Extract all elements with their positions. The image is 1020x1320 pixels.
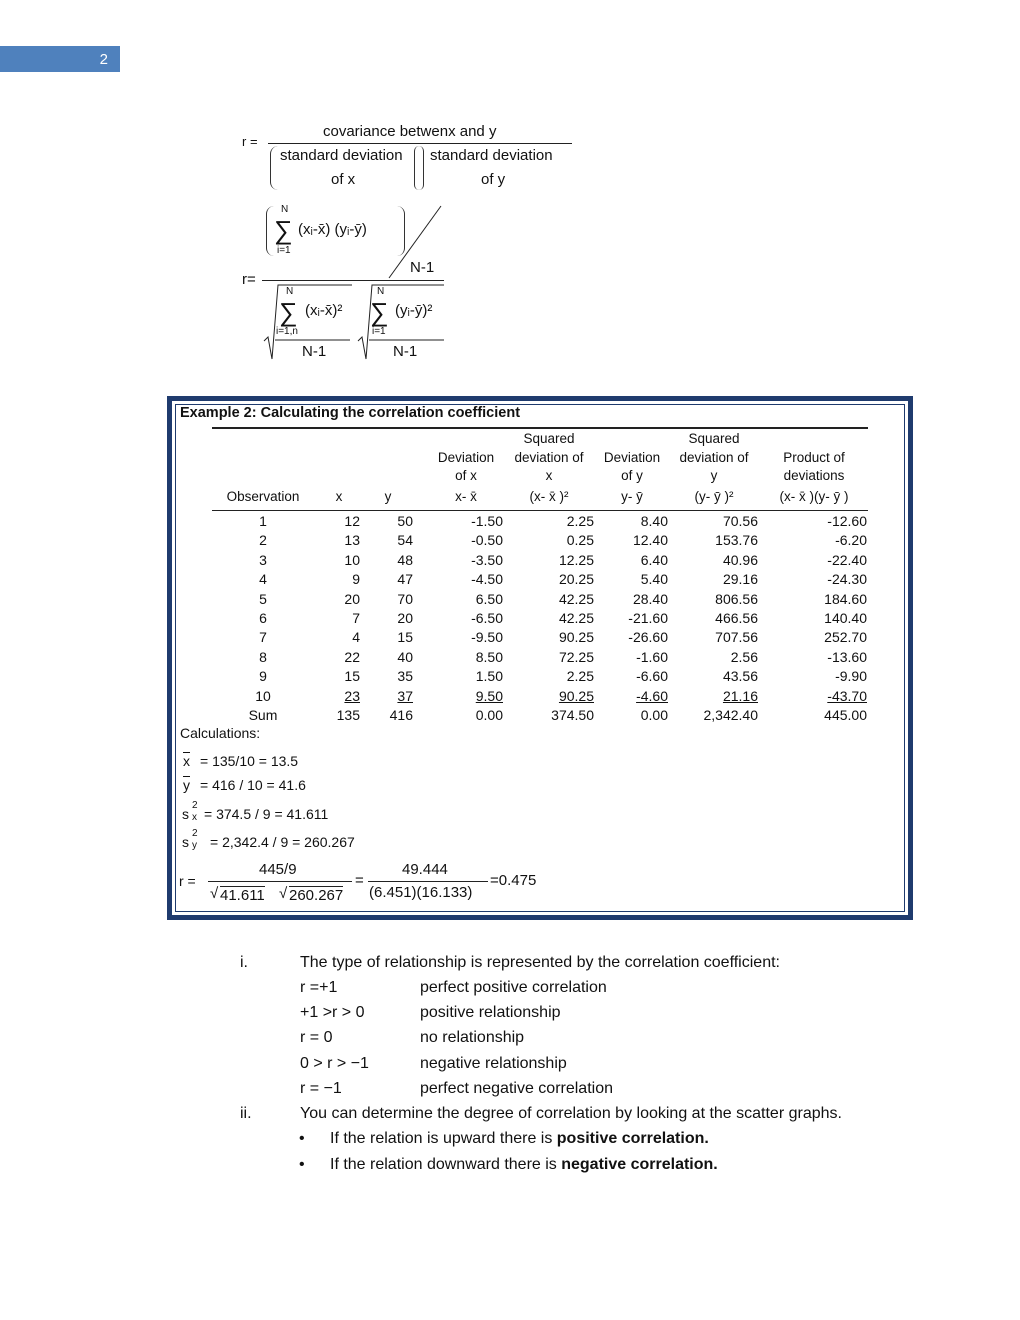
r-result: =0.475 (490, 872, 537, 889)
table-cell: -22.40 (827, 551, 867, 568)
superscript: 2 (192, 800, 198, 811)
bullet-text (330, 1155, 718, 1174)
table-cell: 20 (397, 610, 413, 626)
table-cell: 40 (397, 648, 413, 665)
list-marker: i. (240, 954, 248, 971)
table-header-cell: y- ȳ (621, 488, 643, 504)
table-cell: 5.40 (640, 571, 668, 588)
r-denominator-a: 41.611 (220, 887, 265, 904)
table-cell: 6.40 (640, 551, 668, 568)
table-cell: -9.50 (471, 629, 503, 646)
table-cell: 90.25 (558, 687, 594, 704)
table-cell: 48 (397, 551, 413, 568)
condition: r = 0 (300, 1029, 333, 1047)
xbar-calc: = 135/10 = 13.5 (200, 753, 299, 769)
superscript: 2 (192, 828, 198, 839)
sd-y-line1: standard deviation (430, 147, 553, 164)
bullet-text-pre: If the relation downward there is (330, 1156, 562, 1173)
table-cell: 54 (397, 532, 413, 549)
table-cell: 20 (344, 590, 360, 607)
sum-lower: i=1 (277, 245, 291, 256)
bullet-text-bold: negative correlation (561, 1156, 714, 1173)
table-cell: 42.25 (558, 610, 594, 626)
table-cell: 35 (397, 668, 413, 685)
table-header-cell: x (545, 468, 553, 483)
bullet-text-pre: If the relation is upward there is (330, 1130, 557, 1147)
page-number: 2 (0, 46, 120, 72)
sd-y-line2: of y (481, 171, 506, 188)
table-header-cell: x- x̄ (455, 488, 477, 504)
denominator-y: (yᵢ-ȳ)² (395, 302, 433, 319)
table-cell: 252.70 (824, 629, 867, 646)
bullet-text-post: . (704, 1130, 709, 1147)
table-cell: 8 (259, 648, 267, 665)
table-cell: 15 (344, 668, 360, 685)
table-cell: 12.40 (632, 532, 668, 549)
list-text: You can determine the degree of correlation by looking at the scatter graphs. (300, 1105, 842, 1122)
table-header-cell: (y- ȳ )² (694, 488, 734, 504)
sum-upper: N (377, 286, 385, 297)
table-header-cell: Observation (226, 488, 300, 504)
fraction-bar (368, 881, 488, 882)
table-cell: 3 (259, 551, 267, 568)
table-cell: -4.50 (471, 571, 503, 588)
r-lhs: r = (179, 873, 196, 889)
sigma-icon: ∑ (274, 215, 293, 245)
fraction-bar (262, 280, 444, 281)
table-cell: 0.25 (566, 532, 594, 549)
table-cell: 416 (389, 707, 413, 723)
table-cell: 2 (259, 532, 267, 549)
table-cell: 6 (259, 610, 267, 626)
table-header-cell: of y (621, 468, 643, 483)
example-title: Example 2: Calculating the correlation coefficient (180, 405, 521, 421)
table-cell: 2.25 (566, 668, 594, 685)
sx-symbol: s (182, 806, 189, 822)
denominator-x: (xᵢ-x̄)² (305, 302, 343, 319)
sqrt-icon: √ (279, 885, 288, 902)
condition: r = −1 (300, 1079, 342, 1097)
paren (270, 146, 279, 190)
table-header-cell: y (384, 488, 392, 504)
table-cell: 445.00 (824, 707, 867, 723)
r-numerator-2: 49.444 (402, 861, 448, 878)
table-cell: 466.56 (715, 610, 758, 626)
table-cell: -0.50 (471, 532, 503, 549)
table-cell: 9 (352, 571, 360, 588)
sum-upper: N (286, 286, 294, 297)
table-cell: 90.25 (558, 629, 594, 646)
table-cell: 1.50 (475, 668, 503, 685)
ybar-calc: = 416 / 10 = 41.6 (200, 777, 306, 793)
sy-calc: = 2,342.4 / 9 = 260.267 (210, 834, 355, 850)
formula-lhs: r = (242, 134, 258, 149)
table-cell: 20.25 (558, 571, 594, 588)
table-header-cell: Deviation (437, 449, 495, 465)
table-cell: -1.60 (636, 648, 668, 665)
table-cell: 12 (344, 513, 360, 529)
table-cell: -21.60 (628, 610, 668, 626)
equals: = (355, 872, 364, 889)
table-cell: 2.25 (566, 513, 594, 529)
table-cell: -1.50 (471, 513, 503, 529)
table-cell: 140.40 (824, 610, 867, 626)
paren (414, 146, 424, 190)
table-cell: -6.60 (636, 668, 668, 685)
table-cell: 9 (259, 668, 267, 685)
table-cell: 5 (259, 590, 267, 607)
sum-lower: i=1,n (276, 326, 298, 337)
table-header-cell: deviation of (679, 449, 749, 465)
meaning: positive relationship (420, 1004, 561, 1022)
table-cell: -26.60 (628, 629, 668, 646)
formula-numerator: covariance betwenx and y (323, 123, 497, 140)
table-cell: 9.50 (475, 687, 503, 704)
r-denominator-2: (6.451)(16.133) (369, 884, 473, 901)
subscript: y (192, 840, 197, 851)
bullet-icon: • (299, 1156, 305, 1173)
table-cell: 2.56 (730, 648, 758, 665)
table-cell: 6.50 (475, 590, 503, 607)
table-cell: 806.56 (715, 590, 758, 607)
sigma-icon: ∑ (279, 297, 298, 327)
r-denominator-b: 260.267 (289, 887, 344, 904)
table-header-rule (212, 510, 868, 511)
table-cell: 707.56 (715, 629, 758, 646)
meaning: perfect negative correlation (420, 1079, 613, 1097)
table-cell: 70 (397, 590, 413, 607)
table-cell: 7 (259, 629, 267, 646)
table-header-cell: (x- x̄ )(y- ȳ ) (779, 488, 849, 504)
n-minus-1: N-1 (410, 259, 435, 276)
bullet-text-post: . (713, 1156, 718, 1173)
table-header-cell: y (710, 468, 718, 483)
subscript: x (192, 812, 197, 823)
table-cell: -4.60 (636, 687, 668, 704)
meaning: no relationship (420, 1029, 525, 1047)
table-header-cell: Deviation (603, 449, 661, 465)
table-cell: 4 (352, 629, 360, 646)
table-header-cell: Squared (688, 431, 740, 446)
n-minus-1: N-1 (393, 343, 418, 360)
calculations-label: Calculations: (180, 725, 261, 741)
table-cell: 184.60 (824, 590, 867, 607)
fraction-bar (268, 143, 572, 144)
sd-x-line2: of x (331, 171, 356, 188)
numerator-term: (xᵢ-x̄) (yᵢ-ȳ) (298, 221, 367, 238)
table-cell: 28.40 (632, 590, 668, 607)
table-header-cell: deviation of (514, 449, 584, 465)
table-cell: 43.56 (722, 668, 758, 685)
table-header-cell: Squared (523, 431, 575, 446)
table-cell: 13 (344, 532, 360, 549)
table-cell: 29.16 (722, 571, 758, 588)
table-cell: 0.00 (640, 707, 668, 723)
table-cell: -6.50 (471, 610, 503, 626)
table-cell: 1 (259, 513, 267, 529)
bullet-icon: • (299, 1130, 305, 1147)
table-cell: 72.25 (558, 648, 594, 665)
table-cell: 4 (259, 571, 267, 588)
table-cell: 50 (397, 513, 413, 529)
table-cell: 10 (344, 551, 360, 568)
r-numerator: 445/9 (259, 861, 297, 878)
table-cell: -6.20 (835, 532, 867, 549)
table-cell: -13.60 (827, 648, 867, 665)
table-header-cell: x (335, 488, 343, 504)
bullet-text (330, 1129, 709, 1148)
sqrt-icon: √ (210, 885, 219, 902)
table-cell: 8.50 (475, 648, 503, 665)
xbar-symbol: $\overline{x}$ (183, 753, 190, 769)
sx-calc: = 374.5 / 9 = 41.611 (204, 806, 329, 822)
table-cell: 42.25 (558, 590, 594, 607)
table-top-rule (212, 427, 868, 429)
table-cell: 15 (397, 629, 413, 646)
n-minus-1: N-1 (302, 343, 327, 360)
table-cell: 70.56 (722, 513, 758, 529)
formula-lhs: r= (242, 271, 256, 288)
sum-upper: N (281, 204, 289, 215)
list-marker: ii. (240, 1105, 252, 1122)
condition: 0 > r > −1 (300, 1054, 369, 1072)
table-cell: 37 (397, 687, 413, 704)
table-cell: 7 (352, 610, 360, 626)
table-cell: 153.76 (715, 532, 758, 549)
table-cell: 2,342.40 (703, 707, 758, 723)
list-text: The type of relationship is represented by the correlation coefficient: (300, 954, 780, 971)
table-header-cell: of x (455, 468, 477, 483)
bullet-text-bold: positive correlation (556, 1130, 705, 1147)
table-cell: 23 (344, 687, 360, 704)
table-cell: -43.70 (827, 687, 867, 704)
table-cell: 10 (255, 687, 271, 704)
fraction-bar (208, 881, 352, 882)
condition: +1 >r > 0 (300, 1004, 365, 1022)
table-cell: 21.16 (722, 687, 758, 704)
meaning: perfect positive correlation (420, 979, 607, 996)
table-cell: -24.30 (827, 571, 867, 588)
table-cell: 22 (344, 648, 360, 665)
meaning: negative relationship (420, 1054, 567, 1072)
table-cell: -12.60 (827, 513, 867, 529)
ybar-symbol: $\overline{y}$ (183, 777, 190, 793)
table-cell: -9.90 (835, 668, 867, 685)
table-cell: 12.25 (558, 551, 594, 568)
sigma-icon: ∑ (370, 297, 389, 327)
sd-x-line1: standard deviation (280, 147, 403, 164)
table-cell: 374.50 (551, 707, 594, 723)
table-cell: 0.00 (475, 707, 503, 723)
table-header-cell: (x- x̄ )² (529, 488, 569, 504)
table-cell: -3.50 (471, 551, 503, 568)
table-header-cell: Product of (783, 449, 845, 465)
table-cell: 40.96 (722, 551, 758, 568)
table-cell: 8.40 (640, 513, 668, 529)
sy-symbol: s (182, 834, 189, 850)
condition: r =+1 (300, 979, 338, 996)
table-cell: 135 (336, 707, 360, 723)
table-cell: Sum (248, 707, 278, 723)
sum-lower: i=1 (372, 326, 386, 337)
table-header-cell: deviations (783, 468, 845, 483)
table-cell: 47 (397, 571, 413, 588)
